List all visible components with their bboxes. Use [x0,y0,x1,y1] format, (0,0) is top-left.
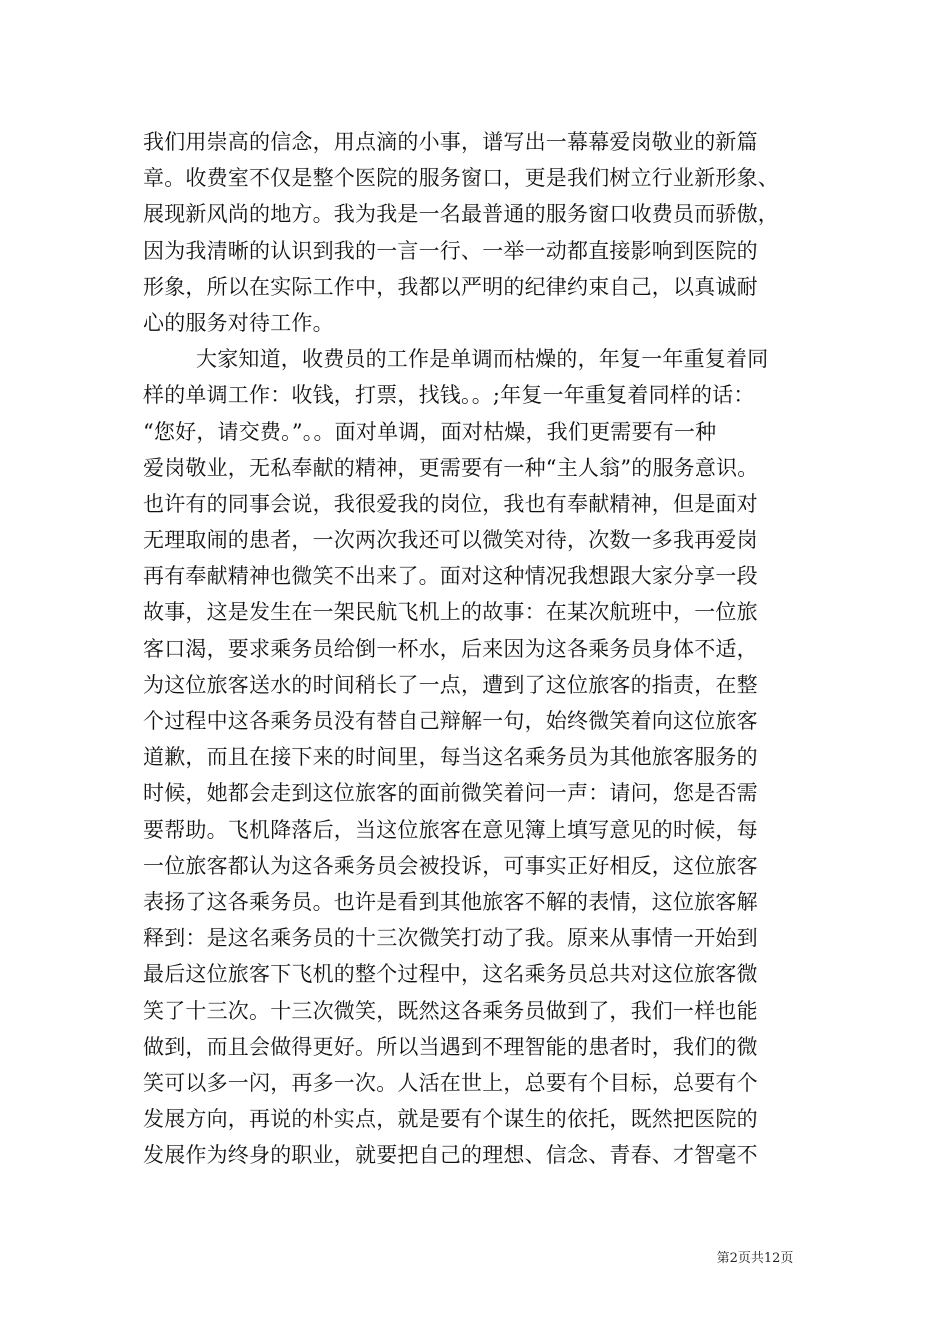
text-line: 笑了十三次。十三次微笑，既然这各乘务员做到了，我们一样也能 [143,998,758,1023]
text-line: 一位旅客都认为这各乘务员会被投诉，可事实正好相反，这位旅客 [143,853,758,878]
text-line: 做到，而且会做得更好。所以当遇到不理智能的患者时，我们的微 [143,1034,758,1059]
footer-prefix: 第 [716,1251,730,1266]
text-line: 大家知道，收费员的工作是单调而枯燥的，年复一年重复着同 [196,347,769,372]
text-line: 时候，她都会走到这位旅客的面前微笑着问一声：请问，您是否需 [143,781,758,806]
text-line: 章。收费室不仅是整个医院的服务窗口，更是我们树立行业新形象、 [143,166,779,191]
footer-middle: 页共 [737,1251,764,1266]
text-line: 故事，这是发生在一架民航飞机上的故事：在某次航班中，一位旅 [143,600,758,625]
text-line: 无理取闹的患者，一次两次我还可以微笑对待，次数一多我再爱岗 [143,528,758,553]
text-line: 展现新风尚的地方。我为我是一名最普通的服务窗口收费员而骄傲， [143,202,779,227]
text-line: 心的服务对待工作。 [143,310,334,335]
text-line: “您好，请交费。”。。面对单调，面对枯燥，我们更需要有一种 [143,419,717,444]
text-line: 形象，所以在实际工作中，我都以严明的纪律约束自己，以真诚耐 [143,274,758,299]
footer-total-pages: 12 [763,1251,781,1266]
text-line: 个过程中这各乘务员没有替自己辩解一句，始终微笑着向这位旅客 [143,709,758,733]
text-line: 发展作为终身的职业，就要把自己的理想、信念、青春、才智毫不 [143,1143,758,1168]
text-line: 爱岗敬业，无私奉献的精神，更需要有一种“主人翁”的服务意识。 [143,455,759,480]
document-body [143,124,813,1173]
text-line: 也许有的同事会说，我很爱我的岗位，我也有奉献精神，但是面对 [143,491,758,516]
text-line: 表扬了这各乘务员。也许是看到其他旅客不解的表情，这位旅客解 [143,889,758,914]
text-line: 再有奉献精神也微笑不出来了。面对这种情况我想跟大家分享一段 [143,564,758,589]
text-line: 因为我清晰的认识到我的一言一行、一举一动都直接影响到医院的 [143,238,758,263]
text-line: 样的单调工作：收钱，打票，找钱。。;年复一年重复着同样的话： [143,383,755,408]
text-line: 释到：是这名乘务员的十三次微笑打动了我。原来从事情一开始到 [143,926,758,951]
footer-suffix: 页 [780,1251,794,1266]
text-line: 道歉，而且在接下来的时间里，每当这名乘务员为其他旅客服务的 [143,745,758,770]
text-line: 要帮助。飞机降落后，当这位旅客在意见簿上填写意见的时候，每 [143,817,758,842]
text-line: 发展方向，再说的朴实点，就是要有个谋生的依托，既然把医院的 [143,1107,758,1132]
text-line: 最后这位旅客下飞机的整个过程中，这名乘务员总共对这位旅客微 [143,962,758,987]
page-footer [0,1247,950,1266]
text-line: 我们用崇高的信念，用点滴的小事，谱写出一幕幕爱岗敬业的新篇 [143,130,758,154]
footer-page-number: 2 [729,1251,738,1266]
text-line: 客口渴，要求乘务员给倒一杯水，后来因为这各乘务员身体不适， [143,636,758,661]
text-line: 为这位旅客送水的时间稍长了一点，遭到了这位旅客的指责，在整 [143,672,758,697]
text-line: 笑可以多一闪，再多一次。人活在世上，总要有个目标，总要有个 [143,1070,758,1095]
